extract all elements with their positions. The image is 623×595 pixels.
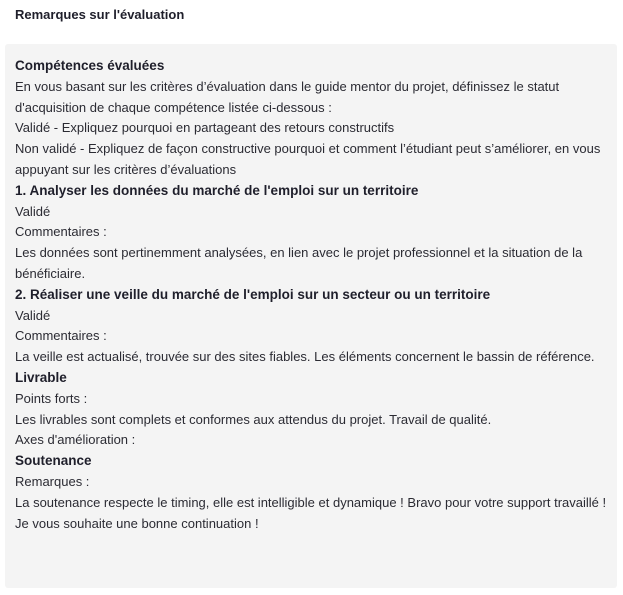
livrable-strengths-label: Points forts :	[15, 390, 88, 406]
soutenance-remarks-label: Remarques :	[15, 473, 90, 489]
intro-text: En vous basant sur les critères d’évaluation dans le guide mentor du projet, définissez le statut d'acquisition de chaque compétence listée ci-dessous :	[15, 78, 560, 115]
closing-text: Je vous souhaite une bonne continuation !	[15, 515, 259, 531]
skill-2-comments-label: Commentaires :	[15, 328, 107, 344]
valide-definition: Validé - Expliquez pourquoi en partageant des retours constructifs	[15, 120, 395, 136]
skill-1-status: Validé	[15, 203, 51, 219]
soutenance-remarks: La soutenance respecte le timing, elle est intelligible et dynamique ! Bravo pour votre support travaillé !	[15, 494, 607, 510]
skill-2-status: Validé	[15, 307, 51, 323]
section-title: Remarques sur l'évaluation	[15, 7, 185, 22]
livrable-strengths: Les livrables sont complets et conformes aux attendus du projet. Travail de qualité.	[15, 411, 492, 427]
skill-1-title: 1. Analyser les données du marché de l'emploi sur un territoire	[15, 182, 419, 198]
livrable-improvements-label: Axes d'amélioration :	[15, 432, 136, 448]
skill-1-comments-label: Commentaires :	[15, 224, 107, 240]
skill-2-title: 2. Réaliser une veille du marché de l'emploi sur un secteur ou un territoire	[15, 286, 491, 302]
competences-heading: Compétences évaluées	[15, 58, 165, 73]
livrable-heading: Livrable	[15, 369, 67, 385]
soutenance-heading: Soutenance	[15, 453, 92, 469]
non-valide-definition: Non validé - Expliquez de façon constructive pourquoi et comment l’étudiant peut s’améliorer, en vous appuyant sur les critères d’évaluations	[15, 141, 601, 177]
skill-1-comment: Les données sont pertinemment analysées, en lien avec le projet professionnel et la situation de la bénéficiaire.	[15, 245, 583, 281]
skill-2-comment: La veille est actualisé, trouvée sur des sites fiables. Les éléments concernent le bassin de référence.	[15, 349, 595, 365]
evaluation-remarks-panel	[5, 44, 617, 588]
